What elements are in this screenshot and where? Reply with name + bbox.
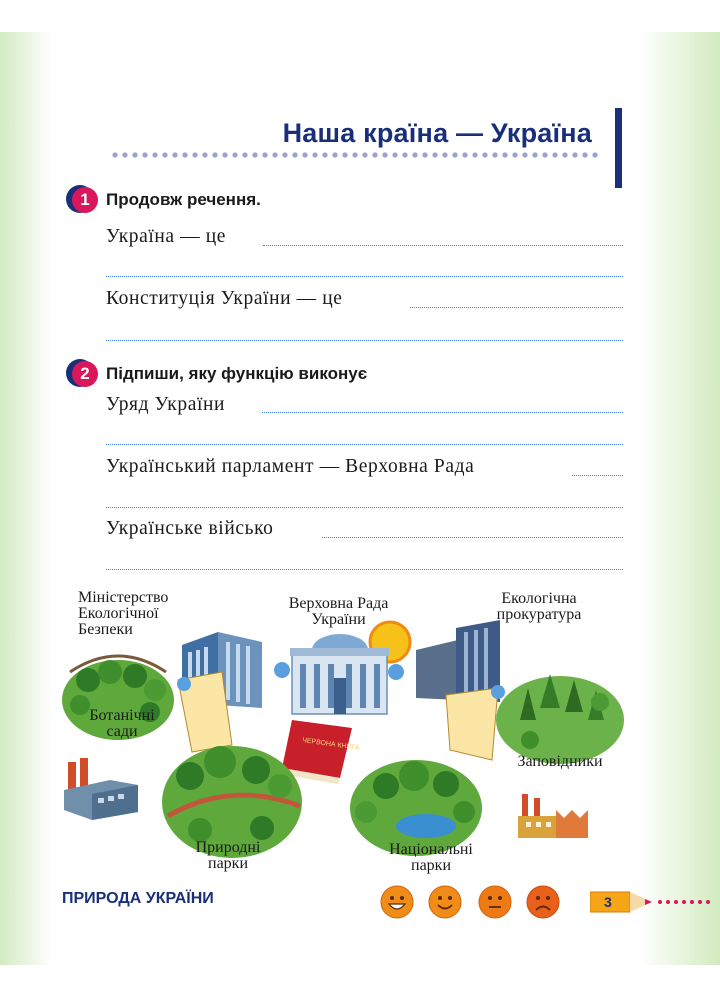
task-2-badge	[70, 361, 98, 389]
task-1-badge	[70, 187, 98, 215]
neutral-smiley-icon[interactable]	[478, 885, 512, 919]
title-bar	[615, 108, 622, 188]
grin-smiley-icon[interactable]	[380, 885, 414, 919]
label-prosecutor: Екологічна прокуратура	[496, 590, 582, 623]
factory-left	[64, 758, 138, 820]
label-national-parks: Національні парки	[389, 841, 473, 874]
task-1-line-2-label: Конституція України — це	[106, 288, 343, 309]
answer-line[interactable]	[106, 444, 623, 445]
label-ministry: Міністерство Екологічної Безпеки	[78, 589, 169, 638]
section-name: ПРИРОДА УКРАЇНИ	[62, 890, 214, 907]
page-number: 3	[604, 894, 612, 910]
task-2-line-3-label: Українське військо	[106, 518, 274, 539]
task-2-number: 2	[72, 361, 98, 387]
label-verkhovna-rada: Верховна Рада України	[288, 595, 389, 628]
factory-right	[518, 794, 588, 838]
answer-line[interactable]	[263, 245, 623, 246]
sad-smiley-icon[interactable]	[526, 885, 560, 919]
answer-line[interactable]	[106, 276, 623, 277]
task-2-heading: Підпиши, яку функцію виконує	[106, 364, 368, 383]
prosecutor-building	[416, 620, 505, 760]
pencil-icon	[590, 890, 718, 914]
title-dotted-underline	[112, 152, 600, 160]
label-reserves: Заповідники	[517, 753, 603, 770]
task-1-number: 1	[72, 187, 98, 213]
answer-line[interactable]	[572, 475, 623, 476]
task-2-line-1-label: Уряд України	[106, 394, 226, 415]
ministry-building	[177, 632, 262, 752]
answer-line[interactable]	[106, 340, 623, 341]
task-1-heading: Продовж речення.	[106, 190, 261, 209]
answer-line[interactable]	[106, 569, 623, 570]
answer-line[interactable]	[106, 507, 623, 508]
answer-line[interactable]	[262, 412, 623, 413]
verkhovna-rada-building	[274, 622, 410, 714]
red-book-title: ЧЕРВОНА КНИГА	[301, 737, 360, 753]
answer-line[interactable]	[322, 537, 623, 538]
reserves-island	[496, 674, 624, 764]
answer-line[interactable]	[410, 307, 623, 308]
label-botanical-gardens: Ботанічні сади	[89, 707, 155, 740]
page-title: Наша країна — Україна	[282, 118, 592, 148]
task-1-line-1-label: Україна — це	[106, 226, 227, 247]
label-nature-parks: Природні парки	[195, 839, 261, 872]
task-2-line-2-label: Український парламент — Верховна Рада	[106, 456, 475, 477]
smile-smiley-icon[interactable]	[428, 885, 462, 919]
